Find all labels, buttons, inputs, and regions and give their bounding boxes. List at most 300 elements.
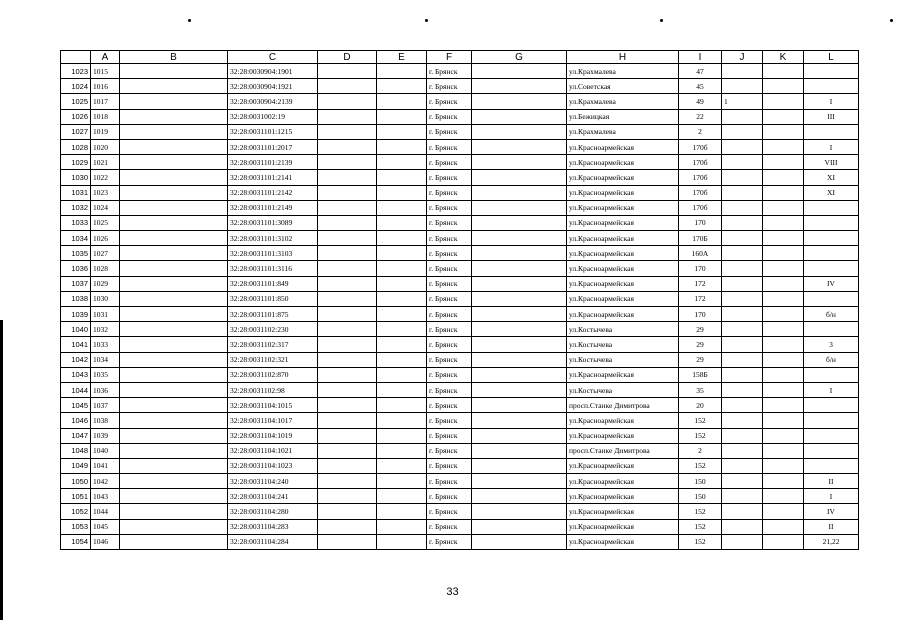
cell-f[interactable]: г. Брянск — [427, 200, 472, 215]
cell-d[interactable] — [318, 534, 377, 549]
cell-j[interactable] — [722, 215, 763, 230]
cell-h[interactable]: ул.Крахмалева — [567, 94, 679, 109]
cell-l[interactable]: XI — [804, 170, 859, 185]
cell-i[interactable]: 35 — [679, 382, 722, 397]
cell-c[interactable]: 32:28:0031101:2139 — [228, 155, 318, 170]
cell-a[interactable]: 1031 — [91, 307, 120, 322]
cell-e[interactable] — [377, 185, 427, 200]
cell-b[interactable] — [120, 367, 228, 382]
row-number[interactable]: 1040 — [61, 322, 91, 337]
cell-c[interactable]: 32:28:0031104:240 — [228, 474, 318, 489]
cell-e[interactable] — [377, 170, 427, 185]
cell-h[interactable]: ул.Красноармейская — [567, 519, 679, 534]
cell-j[interactable]: 1 — [722, 94, 763, 109]
cell-e[interactable] — [377, 428, 427, 443]
column-header[interactable]: K — [763, 51, 804, 64]
cell-k[interactable] — [763, 124, 804, 139]
cell-b[interactable] — [120, 474, 228, 489]
cell-k[interactable] — [763, 307, 804, 322]
cell-i[interactable]: 170б — [679, 185, 722, 200]
cell-a[interactable]: 1036 — [91, 382, 120, 397]
cell-d[interactable] — [318, 489, 377, 504]
cell-e[interactable] — [377, 276, 427, 291]
column-header[interactable]: H — [567, 51, 679, 64]
cell-d[interactable] — [318, 231, 377, 246]
cell-e[interactable] — [377, 489, 427, 504]
cell-d[interactable] — [318, 94, 377, 109]
column-header[interactable]: D — [318, 51, 377, 64]
cell-e[interactable] — [377, 322, 427, 337]
cell-e[interactable] — [377, 458, 427, 473]
cell-k[interactable] — [763, 489, 804, 504]
cell-e[interactable] — [377, 413, 427, 428]
cell-k[interactable] — [763, 170, 804, 185]
cell-g[interactable] — [472, 155, 567, 170]
cell-b[interactable] — [120, 337, 228, 352]
cell-e[interactable] — [377, 398, 427, 413]
cell-d[interactable] — [318, 155, 377, 170]
cell-l[interactable]: VIII — [804, 155, 859, 170]
cell-b[interactable] — [120, 170, 228, 185]
cell-i[interactable]: 160А — [679, 246, 722, 261]
cell-g[interactable] — [472, 200, 567, 215]
cell-k[interactable] — [763, 139, 804, 154]
cell-b[interactable] — [120, 139, 228, 154]
cell-d[interactable] — [318, 79, 377, 94]
cell-f[interactable]: г. Брянск — [427, 79, 472, 94]
cell-j[interactable] — [722, 155, 763, 170]
cell-f[interactable]: г. Брянск — [427, 155, 472, 170]
cell-b[interactable] — [120, 246, 228, 261]
cell-k[interactable] — [763, 231, 804, 246]
cell-j[interactable] — [722, 398, 763, 413]
cell-i[interactable]: 170б — [679, 139, 722, 154]
cell-d[interactable] — [318, 261, 377, 276]
cell-j[interactable] — [722, 231, 763, 246]
cell-g[interactable] — [472, 398, 567, 413]
cell-h[interactable]: просп.Станке Димитрова — [567, 398, 679, 413]
cell-j[interactable] — [722, 413, 763, 428]
cell-f[interactable]: г. Брянск — [427, 398, 472, 413]
cell-j[interactable] — [722, 428, 763, 443]
cell-h[interactable]: ул.Красноармейская — [567, 185, 679, 200]
cell-g[interactable] — [472, 215, 567, 230]
cell-a[interactable]: 1032 — [91, 322, 120, 337]
cell-a[interactable]: 1040 — [91, 443, 120, 458]
cell-c[interactable]: 32:28:0031002:19 — [228, 109, 318, 124]
cell-h[interactable]: ул.Красноармейская — [567, 139, 679, 154]
cell-j[interactable] — [722, 382, 763, 397]
row-number[interactable]: 1048 — [61, 443, 91, 458]
cell-f[interactable]: г. Брянск — [427, 231, 472, 246]
cell-d[interactable] — [318, 170, 377, 185]
cell-j[interactable] — [722, 139, 763, 154]
cell-c[interactable]: 32:28:0030904:1901 — [228, 64, 318, 79]
cell-g[interactable] — [472, 246, 567, 261]
cell-j[interactable] — [722, 124, 763, 139]
cell-k[interactable] — [763, 276, 804, 291]
cell-g[interactable] — [472, 519, 567, 534]
cell-d[interactable] — [318, 139, 377, 154]
cell-f[interactable]: г. Брянск — [427, 413, 472, 428]
cell-k[interactable] — [763, 534, 804, 549]
row-number[interactable]: 1032 — [61, 200, 91, 215]
row-number[interactable]: 1031 — [61, 185, 91, 200]
cell-l[interactable]: I — [804, 382, 859, 397]
cell-b[interactable] — [120, 64, 228, 79]
cell-b[interactable] — [120, 382, 228, 397]
cell-f[interactable]: г. Брянск — [427, 352, 472, 367]
cell-d[interactable] — [318, 367, 377, 382]
cell-k[interactable] — [763, 291, 804, 306]
cell-i[interactable]: 29 — [679, 322, 722, 337]
cell-e[interactable] — [377, 109, 427, 124]
cell-c[interactable]: 32:28:0031102:317 — [228, 337, 318, 352]
cell-j[interactable] — [722, 519, 763, 534]
cell-b[interactable] — [120, 519, 228, 534]
cell-f[interactable]: г. Брянск — [427, 185, 472, 200]
cell-a[interactable]: 1044 — [91, 504, 120, 519]
cell-a[interactable]: 1038 — [91, 413, 120, 428]
cell-g[interactable] — [472, 276, 567, 291]
cell-l[interactable]: 3 — [804, 337, 859, 352]
cell-l[interactable]: I — [804, 489, 859, 504]
cell-f[interactable]: г. Брянск — [427, 94, 472, 109]
cell-e[interactable] — [377, 215, 427, 230]
cell-i[interactable]: 150 — [679, 489, 722, 504]
cell-c[interactable]: 32:28:0030904:2139 — [228, 94, 318, 109]
row-number[interactable]: 1027 — [61, 124, 91, 139]
cell-b[interactable] — [120, 458, 228, 473]
cell-d[interactable] — [318, 322, 377, 337]
column-header[interactable]: I — [679, 51, 722, 64]
cell-c[interactable]: 32:28:0031101:2017 — [228, 139, 318, 154]
cell-i[interactable]: 47 — [679, 64, 722, 79]
cell-b[interactable] — [120, 443, 228, 458]
row-number[interactable]: 1023 — [61, 64, 91, 79]
cell-a[interactable]: 1026 — [91, 231, 120, 246]
cell-g[interactable] — [472, 443, 567, 458]
cell-h[interactable]: ул.Крахмалева — [567, 64, 679, 79]
cell-c[interactable]: 32:28:0031101:2142 — [228, 185, 318, 200]
cell-l[interactable] — [804, 246, 859, 261]
cell-k[interactable] — [763, 261, 804, 276]
cell-b[interactable] — [120, 352, 228, 367]
cell-c[interactable]: 32:28:0031101:3103 — [228, 246, 318, 261]
cell-l[interactable] — [804, 124, 859, 139]
cell-f[interactable]: г. Брянск — [427, 428, 472, 443]
cell-j[interactable] — [722, 246, 763, 261]
cell-i[interactable]: 152 — [679, 428, 722, 443]
cell-h[interactable]: ул.Красноармейская — [567, 276, 679, 291]
cell-e[interactable] — [377, 307, 427, 322]
cell-j[interactable] — [722, 64, 763, 79]
cell-k[interactable] — [763, 474, 804, 489]
cell-k[interactable] — [763, 382, 804, 397]
cell-i[interactable]: 152 — [679, 413, 722, 428]
cell-a[interactable]: 1024 — [91, 200, 120, 215]
cell-c[interactable]: 32:28:0031102:98 — [228, 382, 318, 397]
cell-h[interactable]: ул.Красноармейская — [567, 307, 679, 322]
cell-d[interactable] — [318, 458, 377, 473]
cell-g[interactable] — [472, 185, 567, 200]
cell-j[interactable] — [722, 337, 763, 352]
cell-e[interactable] — [377, 155, 427, 170]
cell-h[interactable]: ул.Красноармейская — [567, 504, 679, 519]
cell-a[interactable]: 1028 — [91, 261, 120, 276]
cell-g[interactable] — [472, 474, 567, 489]
cell-k[interactable] — [763, 504, 804, 519]
cell-g[interactable] — [472, 413, 567, 428]
cell-d[interactable] — [318, 246, 377, 261]
cell-j[interactable] — [722, 200, 763, 215]
cell-c[interactable]: 32:28:0031102:230 — [228, 322, 318, 337]
cell-a[interactable]: 1018 — [91, 109, 120, 124]
cell-b[interactable] — [120, 489, 228, 504]
cell-g[interactable] — [472, 352, 567, 367]
cell-i[interactable]: 45 — [679, 79, 722, 94]
cell-b[interactable] — [120, 534, 228, 549]
cell-g[interactable] — [472, 170, 567, 185]
cell-h[interactable]: ул.Красноармейская — [567, 261, 679, 276]
cell-a[interactable]: 1035 — [91, 367, 120, 382]
cell-h[interactable]: ул.Костычева — [567, 382, 679, 397]
cell-l[interactable] — [804, 398, 859, 413]
cell-g[interactable] — [472, 322, 567, 337]
cell-h[interactable]: ул.Красноармейская — [567, 413, 679, 428]
cell-i[interactable]: 170 — [679, 261, 722, 276]
cell-e[interactable] — [377, 337, 427, 352]
cell-b[interactable] — [120, 109, 228, 124]
cell-j[interactable] — [722, 109, 763, 124]
cell-a[interactable]: 1030 — [91, 291, 120, 306]
cell-l[interactable]: II — [804, 474, 859, 489]
cell-g[interactable] — [472, 337, 567, 352]
cell-b[interactable] — [120, 307, 228, 322]
cell-l[interactable]: XI — [804, 185, 859, 200]
cell-g[interactable] — [472, 261, 567, 276]
cell-l[interactable] — [804, 64, 859, 79]
column-header[interactable]: J — [722, 51, 763, 64]
cell-a[interactable]: 1034 — [91, 352, 120, 367]
cell-b[interactable] — [120, 155, 228, 170]
cell-j[interactable] — [722, 367, 763, 382]
cell-i[interactable]: 29 — [679, 352, 722, 367]
row-number[interactable]: 1042 — [61, 352, 91, 367]
cell-i[interactable]: 172 — [679, 276, 722, 291]
cell-k[interactable] — [763, 185, 804, 200]
column-header[interactable]: C — [228, 51, 318, 64]
row-number[interactable]: 1029 — [61, 155, 91, 170]
cell-f[interactable]: г. Брянск — [427, 139, 472, 154]
cell-h[interactable]: ул.Красноармейская — [567, 155, 679, 170]
cell-c[interactable]: 32:28:0031104:241 — [228, 489, 318, 504]
row-number[interactable]: 1053 — [61, 519, 91, 534]
cell-l[interactable]: IV — [804, 276, 859, 291]
cell-g[interactable] — [472, 231, 567, 246]
cell-i[interactable]: 152 — [679, 519, 722, 534]
cell-f[interactable]: г. Брянск — [427, 337, 472, 352]
column-header[interactable]: F — [427, 51, 472, 64]
cell-f[interactable]: г. Брянск — [427, 307, 472, 322]
cell-g[interactable] — [472, 124, 567, 139]
cell-d[interactable] — [318, 504, 377, 519]
cell-b[interactable] — [120, 185, 228, 200]
cell-d[interactable] — [318, 413, 377, 428]
cell-f[interactable]: г. Брянск — [427, 291, 472, 306]
column-header[interactable]: L — [804, 51, 859, 64]
cell-a[interactable]: 1023 — [91, 185, 120, 200]
cell-j[interactable] — [722, 185, 763, 200]
cell-h[interactable]: ул.Красноармейская — [567, 428, 679, 443]
cell-i[interactable]: 152 — [679, 534, 722, 549]
cell-d[interactable] — [318, 337, 377, 352]
cell-j[interactable] — [722, 474, 763, 489]
cell-f[interactable]: г. Брянск — [427, 443, 472, 458]
cell-h[interactable]: ул.Красноармейская — [567, 231, 679, 246]
cell-f[interactable]: г. Брянск — [427, 519, 472, 534]
cell-j[interactable] — [722, 504, 763, 519]
cell-l[interactable] — [804, 443, 859, 458]
cell-i[interactable]: 20 — [679, 398, 722, 413]
cell-g[interactable] — [472, 291, 567, 306]
cell-k[interactable] — [763, 443, 804, 458]
cell-l[interactable] — [804, 428, 859, 443]
cell-d[interactable] — [318, 276, 377, 291]
cell-a[interactable]: 1015 — [91, 64, 120, 79]
cell-g[interactable] — [472, 139, 567, 154]
cell-j[interactable] — [722, 307, 763, 322]
cell-k[interactable] — [763, 428, 804, 443]
cell-k[interactable] — [763, 413, 804, 428]
cell-i[interactable]: 2 — [679, 124, 722, 139]
cell-d[interactable] — [318, 109, 377, 124]
cell-i[interactable]: 2 — [679, 443, 722, 458]
cell-l[interactable] — [804, 215, 859, 230]
cell-a[interactable]: 1020 — [91, 139, 120, 154]
cell-b[interactable] — [120, 276, 228, 291]
cell-a[interactable]: 1033 — [91, 337, 120, 352]
cell-h[interactable]: ул.Красноармейская — [567, 458, 679, 473]
cell-a[interactable]: 1021 — [91, 155, 120, 170]
cell-e[interactable] — [377, 139, 427, 154]
column-header[interactable]: B — [120, 51, 228, 64]
cell-h[interactable]: ул.Красноармейская — [567, 534, 679, 549]
cell-h[interactable]: ул.Костычева — [567, 352, 679, 367]
cell-c[interactable]: 32:28:0031104:283 — [228, 519, 318, 534]
row-number[interactable]: 1050 — [61, 474, 91, 489]
cell-k[interactable] — [763, 79, 804, 94]
cell-i[interactable]: 170 — [679, 307, 722, 322]
cell-l[interactable]: б/н — [804, 352, 859, 367]
cell-d[interactable] — [318, 398, 377, 413]
cell-g[interactable] — [472, 504, 567, 519]
row-number[interactable]: 1052 — [61, 504, 91, 519]
cell-b[interactable] — [120, 413, 228, 428]
cell-f[interactable]: г. Брянск — [427, 246, 472, 261]
cell-b[interactable] — [120, 322, 228, 337]
row-number[interactable]: 1046 — [61, 413, 91, 428]
cell-j[interactable] — [722, 352, 763, 367]
cell-l[interactable] — [804, 231, 859, 246]
cell-l[interactable]: III — [804, 109, 859, 124]
cell-i[interactable]: 49 — [679, 94, 722, 109]
cell-l[interactable] — [804, 261, 859, 276]
cell-f[interactable]: г. Брянск — [427, 367, 472, 382]
cell-g[interactable] — [472, 109, 567, 124]
cell-a[interactable]: 1029 — [91, 276, 120, 291]
cell-k[interactable] — [763, 352, 804, 367]
cell-b[interactable] — [120, 79, 228, 94]
cell-k[interactable] — [763, 155, 804, 170]
cell-c[interactable]: 32:28:0031101:2149 — [228, 200, 318, 215]
cell-h[interactable]: ул.Красноармейская — [567, 246, 679, 261]
cell-h[interactable]: ул.Красноармейская — [567, 489, 679, 504]
cell-c[interactable]: 32:28:0031101:1215 — [228, 124, 318, 139]
row-number[interactable]: 1041 — [61, 337, 91, 352]
cell-d[interactable] — [318, 352, 377, 367]
cell-d[interactable] — [318, 185, 377, 200]
cell-d[interactable] — [318, 382, 377, 397]
row-number[interactable]: 1025 — [61, 94, 91, 109]
cell-d[interactable] — [318, 474, 377, 489]
cell-l[interactable] — [804, 200, 859, 215]
corner-cell[interactable] — [61, 51, 91, 64]
cell-a[interactable]: 1017 — [91, 94, 120, 109]
cell-l[interactable]: I — [804, 94, 859, 109]
cell-a[interactable]: 1039 — [91, 428, 120, 443]
cell-f[interactable]: г. Брянск — [427, 170, 472, 185]
cell-f[interactable]: г. Брянск — [427, 534, 472, 549]
cell-i[interactable]: 158Б — [679, 367, 722, 382]
cell-h[interactable]: ул.Красноармейская — [567, 200, 679, 215]
cell-g[interactable] — [472, 382, 567, 397]
cell-i[interactable]: 170 — [679, 215, 722, 230]
cell-j[interactable] — [722, 534, 763, 549]
cell-e[interactable] — [377, 79, 427, 94]
cell-c[interactable]: 32:28:0031102:321 — [228, 352, 318, 367]
cell-c[interactable]: 32:28:0031104:1015 — [228, 398, 318, 413]
cell-k[interactable] — [763, 367, 804, 382]
cell-l[interactable]: б/н — [804, 307, 859, 322]
cell-h[interactable]: ул.Костычева — [567, 322, 679, 337]
cell-i[interactable]: 170б — [679, 200, 722, 215]
cell-k[interactable] — [763, 215, 804, 230]
cell-b[interactable] — [120, 291, 228, 306]
cell-a[interactable]: 1037 — [91, 398, 120, 413]
cell-d[interactable] — [318, 200, 377, 215]
cell-g[interactable] — [472, 458, 567, 473]
column-header[interactable]: G — [472, 51, 567, 64]
cell-a[interactable]: 1027 — [91, 246, 120, 261]
cell-e[interactable] — [377, 246, 427, 261]
cell-b[interactable] — [120, 428, 228, 443]
column-header[interactable]: A — [91, 51, 120, 64]
row-number[interactable]: 1047 — [61, 428, 91, 443]
row-number[interactable]: 1026 — [61, 109, 91, 124]
cell-f[interactable]: г. Брянск — [427, 276, 472, 291]
cell-d[interactable] — [318, 428, 377, 443]
cell-d[interactable] — [318, 307, 377, 322]
cell-f[interactable]: г. Брянск — [427, 458, 472, 473]
row-number[interactable]: 1044 — [61, 382, 91, 397]
cell-e[interactable] — [377, 382, 427, 397]
cell-l[interactable] — [804, 322, 859, 337]
cell-k[interactable] — [763, 200, 804, 215]
cell-a[interactable]: 1019 — [91, 124, 120, 139]
row-number[interactable]: 1051 — [61, 489, 91, 504]
cell-e[interactable] — [377, 534, 427, 549]
